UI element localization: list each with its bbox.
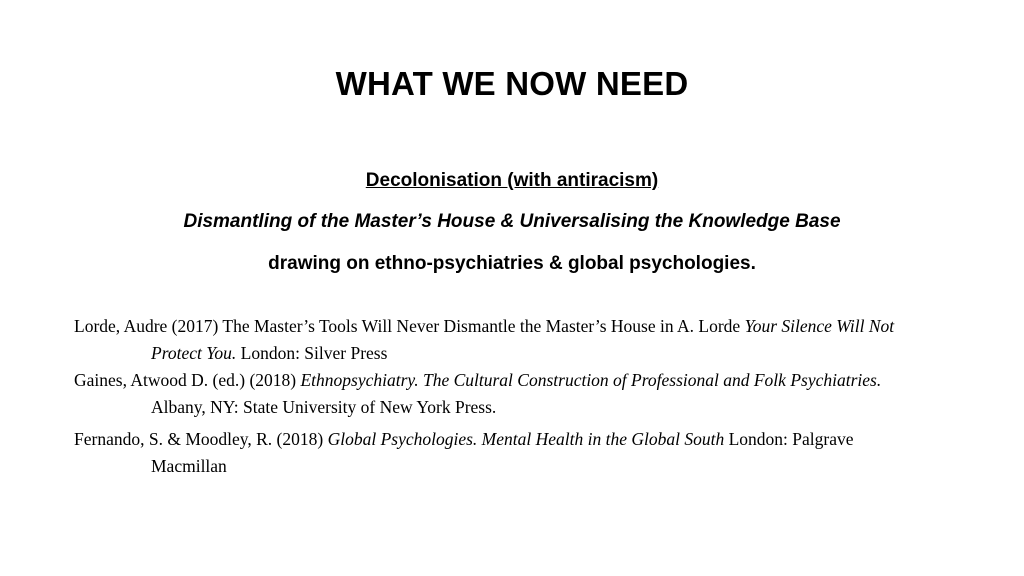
reference-lorde-lead: Lorde, Audre (2017) The Master’s Tools Will Never Dismantle the Master’s House in A. Lorde: [74, 316, 745, 336]
reference-lorde: [74, 313, 914, 367]
reference-list: [74, 313, 914, 480]
subtitle-decolonisation: Decolonisation (with antiracism): [365, 170, 659, 191]
reference-gaines-publisher: Albany, NY: State University of New York Press.: [151, 397, 497, 417]
reference-fernando-title: Global Psychologies. Mental Health in the Global South: [327, 429, 725, 449]
reference-lorde-title: Your Silence Will Not Protect You.: [151, 316, 895, 363]
reference-gaines: [74, 367, 914, 421]
subtitle-ethno-psychiatries: drawing on ethno-psychiatries & global psychologies.: [268, 253, 756, 274]
slide-title: WHAT WE NOW NEED: [335, 65, 689, 102]
reference-gaines-title: Ethnopsychiatry. The Cultural Construction of Professional and Folk Psychiatries.: [300, 370, 882, 390]
reference-fernando: [74, 426, 914, 480]
reference-gaines-lead: Gaines, Atwood D. (ed.) (2018): [74, 370, 301, 390]
subtitle-dismantling: Dismantling of the Master’s House & Universalising the Knowledge Base: [183, 211, 841, 232]
reference-fernando-lead: Fernando, S. & Moodley, R. (2018): [74, 429, 328, 449]
reference-fernando-publisher: London: Palgrave Macmillan: [151, 429, 854, 476]
reference-lorde-publisher: London: Silver Press: [236, 343, 388, 363]
